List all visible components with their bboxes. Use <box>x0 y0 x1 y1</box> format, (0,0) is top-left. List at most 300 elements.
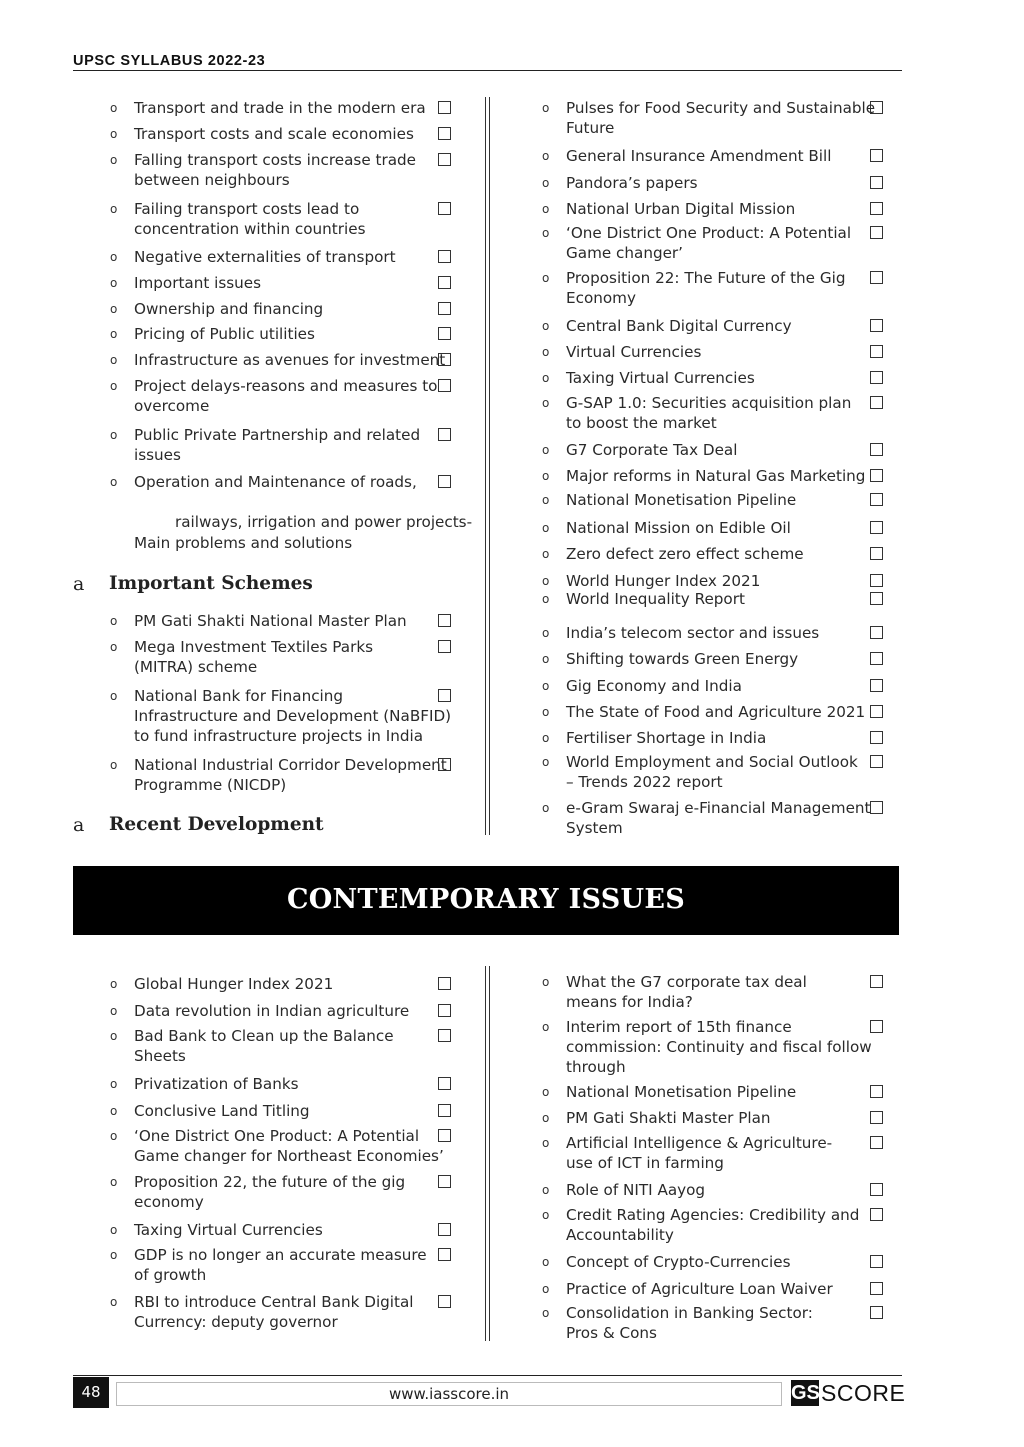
item-line: Currency: deputy governor <box>134 1313 338 1331</box>
item-line: Game changer for Northeast Economies’ <box>134 1147 444 1165</box>
item-text <box>566 623 819 643</box>
bullet-icon: o <box>110 1248 118 1262</box>
checkbox[interactable] <box>438 640 451 653</box>
checkbox[interactable] <box>438 153 451 166</box>
list-item <box>542 649 890 669</box>
checkbox[interactable] <box>870 226 883 239</box>
item-line: Mega Investment Textiles Parks <box>134 638 374 656</box>
item-line: commission: Continuity and fiscal follow <box>566 1038 872 1056</box>
bullet-icon: o <box>110 1223 118 1237</box>
item-text <box>566 440 737 460</box>
checkbox[interactable] <box>870 202 883 215</box>
item-text <box>566 702 865 722</box>
bullet-icon: o <box>542 176 550 190</box>
list-item <box>542 518 890 538</box>
list-item <box>542 173 890 193</box>
checkbox[interactable] <box>870 975 883 988</box>
checkbox[interactable] <box>438 758 451 771</box>
bullet-icon: o <box>542 975 550 989</box>
item-line: Data revolution in Indian agriculture <box>134 1002 410 1020</box>
section-heading: Recent Development <box>109 814 324 835</box>
checkbox[interactable] <box>438 977 451 990</box>
bullet-icon: o <box>542 1255 550 1269</box>
list-item <box>542 440 890 460</box>
list-item <box>542 393 890 433</box>
list-item <box>542 268 890 308</box>
list-item <box>110 611 458 631</box>
bullet-icon: o <box>542 705 550 719</box>
bullet-icon: o <box>110 758 118 772</box>
item-line: Public Private Partnership and related <box>134 426 421 444</box>
checkbox[interactable] <box>438 276 451 289</box>
list-item <box>542 316 890 336</box>
item-text <box>566 393 851 433</box>
item-text <box>566 1082 796 1102</box>
list-item <box>542 544 890 564</box>
checkbox[interactable] <box>870 801 883 814</box>
list-item <box>110 1172 458 1212</box>
item-text <box>566 1017 872 1077</box>
checkbox[interactable] <box>870 176 883 189</box>
item-line: (MITRA) scheme <box>134 658 258 676</box>
checkbox[interactable] <box>438 1295 451 1308</box>
item-line: of growth <box>134 1266 207 1284</box>
item-text <box>566 676 742 696</box>
list-item <box>110 1074 458 1094</box>
item-line: Programme (NICDP) <box>134 776 287 794</box>
item-line: GDP is no longer an accurate measure <box>134 1246 427 1264</box>
list-item <box>542 368 890 388</box>
bullet-icon: o <box>542 652 550 666</box>
list-item <box>542 146 890 166</box>
list-item <box>542 1252 890 1272</box>
item-text <box>566 98 875 138</box>
checkbox[interactable] <box>870 731 883 744</box>
item-line: Bad Bank to Clean up the Balance <box>134 1027 394 1045</box>
list-item <box>110 376 458 416</box>
list-item <box>110 425 458 465</box>
bullet-icon: o <box>110 101 118 115</box>
checkbox[interactable] <box>438 475 451 488</box>
item-line: Pulses for Food Security and Sustainable <box>566 99 876 117</box>
section-heading: Important Schemes <box>109 573 313 594</box>
item-line: National Mission on Edible Oil <box>566 519 791 537</box>
item-text <box>566 146 831 166</box>
item-text <box>134 472 417 492</box>
checkbox[interactable] <box>438 1248 451 1261</box>
item-text <box>134 425 420 465</box>
section-marker: a <box>73 573 85 595</box>
item-line: The State of Food and Agriculture 2021 <box>566 703 866 721</box>
bullet-icon: o <box>110 250 118 264</box>
item-line: Zero defect zero effect scheme <box>566 545 804 563</box>
item-line: India’s telecom sector and issues <box>566 624 820 642</box>
item-text <box>566 649 798 669</box>
list-item <box>542 589 890 609</box>
bullet-icon: o <box>542 1085 550 1099</box>
bullet-icon: o <box>110 1175 118 1189</box>
item-text <box>134 1126 444 1166</box>
bullet-icon: o <box>542 1208 550 1222</box>
item-text <box>134 273 261 293</box>
item-text <box>566 1133 832 1173</box>
checkbox[interactable] <box>870 705 883 718</box>
bullet-icon: o <box>542 149 550 163</box>
item-line: Pros & Cons <box>566 1324 657 1342</box>
item-text <box>566 544 804 564</box>
list-item <box>110 1126 458 1166</box>
list-item <box>110 324 458 344</box>
item-text <box>566 199 795 219</box>
item-line: PM Gati Shakti Master Plan <box>566 1109 771 1127</box>
list-item <box>542 676 890 696</box>
item-line: Consolidation in Banking Sector: <box>566 1304 813 1322</box>
item-line: Sheets <box>134 1047 186 1065</box>
item-line: Proposition 22: The Future of the Gig <box>566 269 846 287</box>
item-line: National Monetisation Pipeline <box>566 1083 797 1101</box>
item-text <box>134 98 426 118</box>
item-line: overcome <box>134 397 210 415</box>
item-line: Global Hunger Index 2021 <box>134 975 334 993</box>
bullet-icon: o <box>542 626 550 640</box>
bullet-icon: o <box>542 493 550 507</box>
list-item <box>542 1205 890 1245</box>
checkbox[interactable] <box>870 547 883 560</box>
item-line: means for India? <box>566 993 693 1011</box>
checkbox[interactable] <box>438 1104 451 1117</box>
item-line: What the G7 corporate tax deal <box>566 973 807 991</box>
item-line: Role of NITI Aayog <box>566 1181 706 1199</box>
bullet-icon: o <box>110 202 118 216</box>
checkbox[interactable] <box>870 1085 883 1098</box>
checkbox[interactable] <box>870 1136 883 1149</box>
checkbox[interactable] <box>870 371 883 384</box>
bullet-icon: o <box>542 319 550 333</box>
item-line: G7 Corporate Tax Deal <box>566 441 738 459</box>
bullet-icon: o <box>110 1077 118 1091</box>
item-line: National Urban Digital Mission <box>566 200 796 218</box>
checkbox[interactable] <box>438 1004 451 1017</box>
footer-url[interactable]: www.iasscore.in <box>388 1385 510 1403</box>
item-line: Concept of Crypto-Currencies <box>566 1253 791 1271</box>
item-line: General Insurance Amendment Bill <box>566 147 832 165</box>
checkbox[interactable] <box>870 469 883 482</box>
banner-title: CONTEMPORARY ISSUES <box>286 884 686 915</box>
item-line: System <box>566 819 623 837</box>
list-item <box>542 1133 890 1173</box>
bullet-icon: o <box>542 1111 550 1125</box>
list-item <box>110 124 458 144</box>
bullet-icon: o <box>542 1183 550 1197</box>
item-text <box>566 1252 791 1272</box>
checkbox[interactable] <box>870 679 883 692</box>
list-item <box>110 1220 458 1240</box>
item-line: National Monetisation Pipeline <box>566 491 797 509</box>
bullet-icon: o <box>110 1104 118 1118</box>
logo-score: SCORE <box>821 1380 906 1406</box>
checkbox[interactable] <box>870 271 883 284</box>
item-text <box>134 1292 414 1332</box>
checkbox[interactable] <box>438 379 451 392</box>
bullet-icon: o <box>110 614 118 628</box>
bullet-icon: o <box>542 547 550 561</box>
item-line: Taxing Virtual Currencies <box>134 1221 323 1239</box>
footer-url-box <box>116 1382 782 1406</box>
item-line: World Inequality Report <box>566 590 745 608</box>
bullet-icon: o <box>110 428 118 442</box>
item-text <box>134 199 365 239</box>
item-line: Taxing Virtual Currencies <box>566 369 755 387</box>
checkbox[interactable] <box>438 428 451 441</box>
item-line: Project delays-reasons and measures to <box>134 377 438 395</box>
item-text <box>566 752 858 792</box>
item-line: Pricing of Public utilities <box>134 325 315 343</box>
item-line: World Employment and Social Outlook <box>566 753 858 771</box>
contemporary-issues-banner <box>73 866 899 935</box>
continuation-line: railways, irrigation and power projects- <box>175 513 473 531</box>
item-line: e-Gram Swaraj e-Financial Management <box>566 799 871 817</box>
checkbox[interactable] <box>870 396 883 409</box>
bullet-icon: o <box>110 475 118 489</box>
item-line: Fertiliser Shortage in India <box>566 729 767 747</box>
item-line: Virtual Currencies <box>566 343 702 361</box>
bullet-icon: o <box>542 1282 550 1296</box>
item-text <box>566 368 755 388</box>
list-item <box>542 199 890 219</box>
checkbox[interactable] <box>870 1282 883 1295</box>
item-text <box>134 150 416 190</box>
item-text <box>134 376 437 416</box>
list-item <box>542 1082 890 1102</box>
page-header <box>73 52 902 71</box>
item-line: Infrastructure as avenues for investment <box>134 351 446 369</box>
list-item <box>542 490 890 510</box>
item-text <box>134 124 414 144</box>
list-item <box>110 150 458 190</box>
checkbox[interactable] <box>438 202 451 215</box>
list-item <box>542 623 890 643</box>
header-title: UPSC SYLLABUS 2022-23 <box>73 53 266 69</box>
bullet-icon: o <box>542 592 550 606</box>
item-line: RBI to introduce Central Bank Digital <box>134 1293 414 1311</box>
checkbox[interactable] <box>438 302 451 315</box>
bullet-icon: o <box>542 443 550 457</box>
checkbox[interactable] <box>870 521 883 534</box>
item-line: Major reforms in Natural Gas Marketing <box>566 467 866 485</box>
item-text <box>134 1026 394 1066</box>
item-line: Practice of Agriculture Loan Waiver <box>566 1280 833 1298</box>
item-line: National Industrial Corridor Development <box>134 756 447 774</box>
list-item <box>110 755 458 795</box>
item-text <box>134 299 323 319</box>
item-line: use of ICT in farming <box>566 1154 724 1172</box>
item-text <box>566 1108 771 1128</box>
checkbox[interactable] <box>870 345 883 358</box>
item-text <box>134 1101 310 1121</box>
item-line: World Hunger Index 2021 <box>566 572 761 590</box>
item-line: issues <box>134 446 181 464</box>
list-item <box>110 686 458 746</box>
checkbox[interactable] <box>438 101 451 114</box>
checkbox[interactable] <box>438 127 451 140</box>
item-text <box>566 589 745 609</box>
list-item <box>110 637 458 677</box>
item-text <box>566 466 865 486</box>
bullet-icon: o <box>542 345 550 359</box>
list-item <box>110 247 458 267</box>
item-line: – Trends 2022 report <box>566 773 723 791</box>
checkbox[interactable] <box>438 689 451 702</box>
item-line: Falling transport costs increase trade <box>134 151 416 169</box>
checkbox[interactable] <box>438 327 451 340</box>
item-text <box>566 223 851 263</box>
item-line: Artificial Intelligence & Agriculture- <box>566 1134 833 1152</box>
checkbox[interactable] <box>870 1208 883 1221</box>
list-item <box>110 1245 458 1285</box>
checkbox[interactable] <box>870 1183 883 1196</box>
item-line: Ownership and financing <box>134 300 324 318</box>
logo-gs: GS <box>791 1382 820 1404</box>
item-line: Transport and trade in the modern era <box>134 99 426 117</box>
bullet-icon: o <box>542 801 550 815</box>
item-text <box>134 611 407 631</box>
bullet-icon: o <box>542 1136 550 1150</box>
checkbox[interactable] <box>870 493 883 506</box>
bullet-icon: o <box>542 396 550 410</box>
item-text <box>134 686 451 746</box>
list-item <box>110 273 458 293</box>
item-line: Game changer’ <box>566 244 684 262</box>
list-item <box>110 199 458 239</box>
bullet-icon: o <box>542 101 550 115</box>
item-line: Central Bank Digital Currency <box>566 317 792 335</box>
checkbox[interactable] <box>870 755 883 768</box>
list-item <box>110 974 458 994</box>
continuation-line: Main problems and solutions <box>134 534 353 552</box>
bullet-icon: o <box>542 679 550 693</box>
checkbox[interactable] <box>870 1020 883 1033</box>
item-line: to boost the market <box>566 414 717 432</box>
list-item <box>542 702 890 722</box>
item-text <box>566 1279 833 1299</box>
page-number: 48 <box>73 1377 109 1408</box>
bullet-icon: o <box>110 127 118 141</box>
item-text <box>134 1074 299 1094</box>
column-divider-top <box>485 97 490 835</box>
list-item <box>542 1279 890 1299</box>
bullet-icon: o <box>110 276 118 290</box>
bullet-icon: o <box>110 689 118 703</box>
bullet-icon: o <box>110 327 118 341</box>
item-line: Interim report of 15th finance <box>566 1018 792 1036</box>
item-text <box>566 728 766 748</box>
item-line: ‘One District One Product: A Potential <box>566 224 852 242</box>
footer-rule <box>73 1375 902 1376</box>
item-line: economy <box>134 1193 204 1211</box>
item-text <box>566 972 807 1012</box>
item-line: Shifting towards Green Energy <box>566 650 799 668</box>
bullet-icon: o <box>542 731 550 745</box>
item-line: Pandora’s papers <box>566 174 698 192</box>
checkbox[interactable] <box>870 626 883 639</box>
list-item <box>542 466 890 486</box>
item-line: Future <box>566 119 615 137</box>
checkbox[interactable] <box>870 574 883 587</box>
item-text <box>566 342 701 362</box>
bullet-icon: o <box>110 1129 118 1143</box>
checkbox[interactable] <box>438 614 451 627</box>
item-text <box>566 518 791 538</box>
item-line: Economy <box>566 289 636 307</box>
checkbox[interactable] <box>870 101 883 114</box>
item-text <box>566 571 760 591</box>
item-text <box>566 1303 813 1343</box>
item-line: Gig Economy and India <box>566 677 742 695</box>
bullet-icon: o <box>542 202 550 216</box>
list-item <box>542 223 890 263</box>
item-text <box>134 974 333 994</box>
item-text <box>566 268 845 308</box>
list-item <box>542 1017 890 1077</box>
item-text <box>566 1180 705 1200</box>
list-item <box>110 350 458 370</box>
checkbox[interactable] <box>438 1129 451 1142</box>
item-line: G-SAP 1.0: Securities acquisition plan <box>566 394 852 412</box>
item-line: PM Gati Shakti National Master Plan <box>134 612 407 630</box>
bullet-icon: o <box>110 1004 118 1018</box>
checkbox[interactable] <box>870 149 883 162</box>
list-item <box>542 972 890 1012</box>
checkbox[interactable] <box>870 319 883 332</box>
checkbox[interactable] <box>438 1077 451 1090</box>
checkbox[interactable] <box>438 353 451 366</box>
item-line: Conclusive Land Titling <box>134 1102 310 1120</box>
checkbox[interactable] <box>870 1306 883 1319</box>
item-line: between neighbours <box>134 171 290 189</box>
item-line: ‘One District One Product: A Potential <box>134 1127 420 1145</box>
item-line: Proposition 22, the future of the gig <box>134 1173 406 1191</box>
bullet-icon: o <box>542 1020 550 1034</box>
item-text <box>566 316 792 336</box>
checkbox[interactable] <box>870 652 883 665</box>
checkbox[interactable] <box>870 443 883 456</box>
item-text <box>134 1172 405 1212</box>
checkbox[interactable] <box>870 592 883 605</box>
item-text <box>134 247 396 267</box>
item-line: National Bank for Financing <box>134 687 344 705</box>
checkbox[interactable] <box>438 1029 451 1042</box>
list-item <box>110 1101 458 1121</box>
list-item <box>542 342 890 362</box>
checkbox[interactable] <box>438 1223 451 1236</box>
checkbox[interactable] <box>438 250 451 263</box>
bullet-icon: o <box>542 755 550 769</box>
checkbox[interactable] <box>870 1255 883 1268</box>
item-line: Negative externalities of transport <box>134 248 396 266</box>
list-item <box>110 1001 458 1021</box>
list-item <box>542 752 890 792</box>
bullet-icon: o <box>542 371 550 385</box>
checkbox[interactable] <box>438 1175 451 1188</box>
column-divider-bottom <box>485 966 490 1341</box>
list-item <box>542 571 890 591</box>
bullet-icon: o <box>542 271 550 285</box>
item-line: Privatization of Banks <box>134 1075 299 1093</box>
item-line: Transport costs and scale economies <box>134 125 414 143</box>
bullet-icon: o <box>110 1029 118 1043</box>
checkbox[interactable] <box>870 1111 883 1124</box>
bullet-icon: o <box>110 302 118 316</box>
